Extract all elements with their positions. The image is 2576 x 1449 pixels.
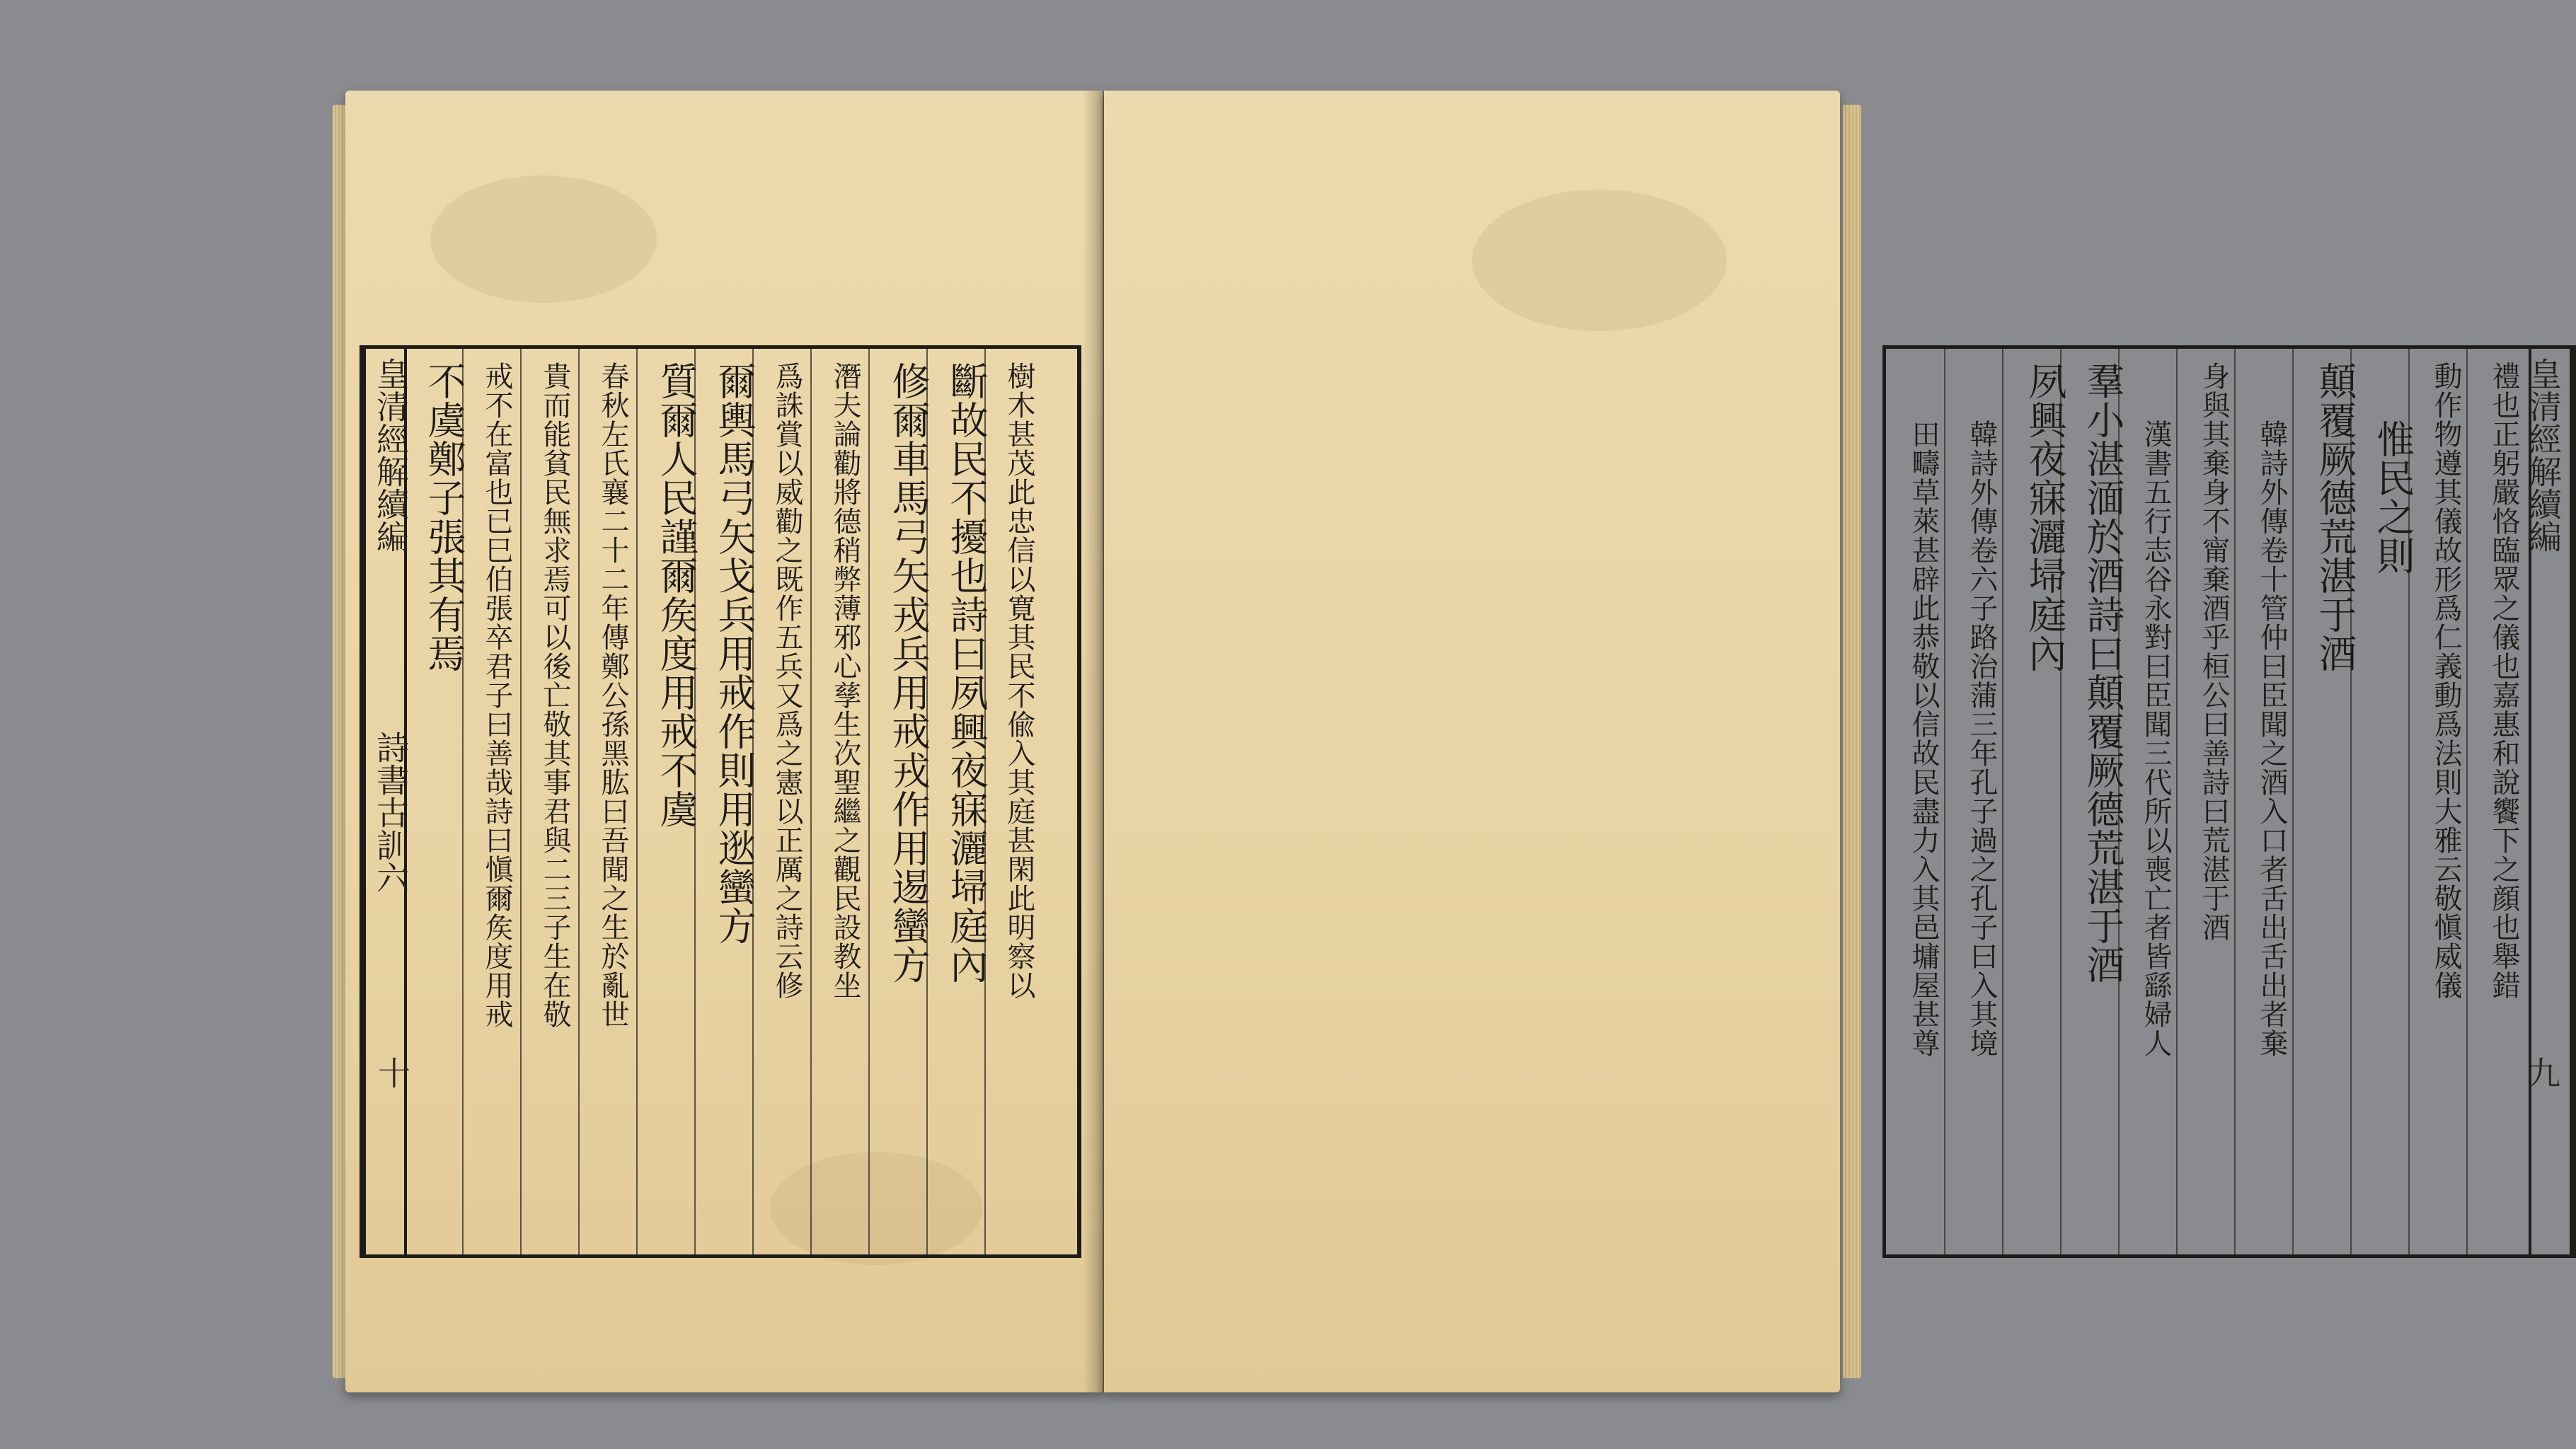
book-edge-right (1843, 105, 1861, 1378)
right-column-5: 韓詩外傳卷十管仲曰臣聞之酒入口者舌出舌出者棄 (2255, 420, 2288, 1058)
left-column-4: 潛夫論勸將德稍弊薄邪心孳生次聖繼之觀民設教坐 (829, 362, 861, 1000)
left-page (345, 91, 1103, 1392)
right-column-8: 羣小湛湎於酒詩曰顛覆厥德荒湛于酒 (2081, 362, 2125, 984)
left-column-1: 樹木甚茂此忠信以寛其民不偸入其庭甚閑此明察以 (1003, 362, 1035, 1000)
left-column-11: 不虞鄭子張其有焉 (422, 362, 466, 673)
left-column-2: 斷故民不擾也詩曰夙興夜寐灑埽庭內 (944, 362, 989, 984)
left-folio: 十 (373, 1056, 411, 1089)
right-column-1: 禮也正躬嚴恪臨眾之儀也嘉惠和說饗下之顔也舉錯 (2488, 362, 2520, 1000)
left-column-10: 戒不在富也已巳伯張卒君子曰善哉詩曰愼爾矦度用戒 (481, 362, 513, 1029)
right-column-4: 顛覆厥德荒湛于酒 (2313, 362, 2357, 673)
left-column-5: 爲誅賞以威勸之既作五兵又爲之憲以正厲之詩云修 (771, 362, 803, 1000)
left-column-7: 質爾人民謹爾矦度用戒不虞 (654, 362, 698, 829)
right-text-frame (1882, 345, 2576, 1258)
right-column-6: 身與其棄身不甯棄酒乎桓公曰善詩曰荒湛于酒 (2197, 362, 2230, 942)
right-column-2: 動作物遵其儀故形爲仁義動爲法則大雅云敬愼威儀 (2430, 362, 2462, 1000)
left-column-6: 爾輿馬弓矢戈兵用戒作則用逖蠻方 (712, 362, 757, 945)
left-gutter-title: 皇清經解續編 (372, 357, 410, 553)
right-page (1104, 91, 2563, 1392)
right-folio: 九 (2523, 1056, 2561, 1089)
open-book (333, 76, 2563, 1407)
left-text-frame (360, 345, 1081, 1258)
left-column-9: 貴而能貧民無求焉可以後亡敬其事君與二三子生在敬 (539, 362, 571, 1029)
right-column-9: 夙興夜寐灑埽庭內 (2023, 362, 2067, 673)
right-column-11: 田疇草萊甚辟此恭敬以信故民盡力入其邑墉屋甚尊 (1907, 420, 1940, 1058)
left-gutter-section: 詩書古訓六 (372, 731, 410, 894)
right-column-3: 惟民之則 (2371, 420, 2415, 575)
right-column-7: 漢書五行志谷永對曰臣聞三代所以喪亡者皆繇婦人 (2139, 420, 2172, 1058)
right-column-10: 韓詩外傳卷六子路治蒲三年孔子過之孔子曰入其境 (1965, 420, 1998, 1058)
right-gutter-title: 皇清經解續編 (2524, 357, 2563, 553)
left-column-8: 春秋左氏襄二十二年傳鄭公孫黑肱曰吾聞之生於亂世 (597, 362, 629, 1029)
left-column-3: 修爾車馬弓矢戎兵用戒戎作用逷蠻方 (886, 362, 931, 984)
